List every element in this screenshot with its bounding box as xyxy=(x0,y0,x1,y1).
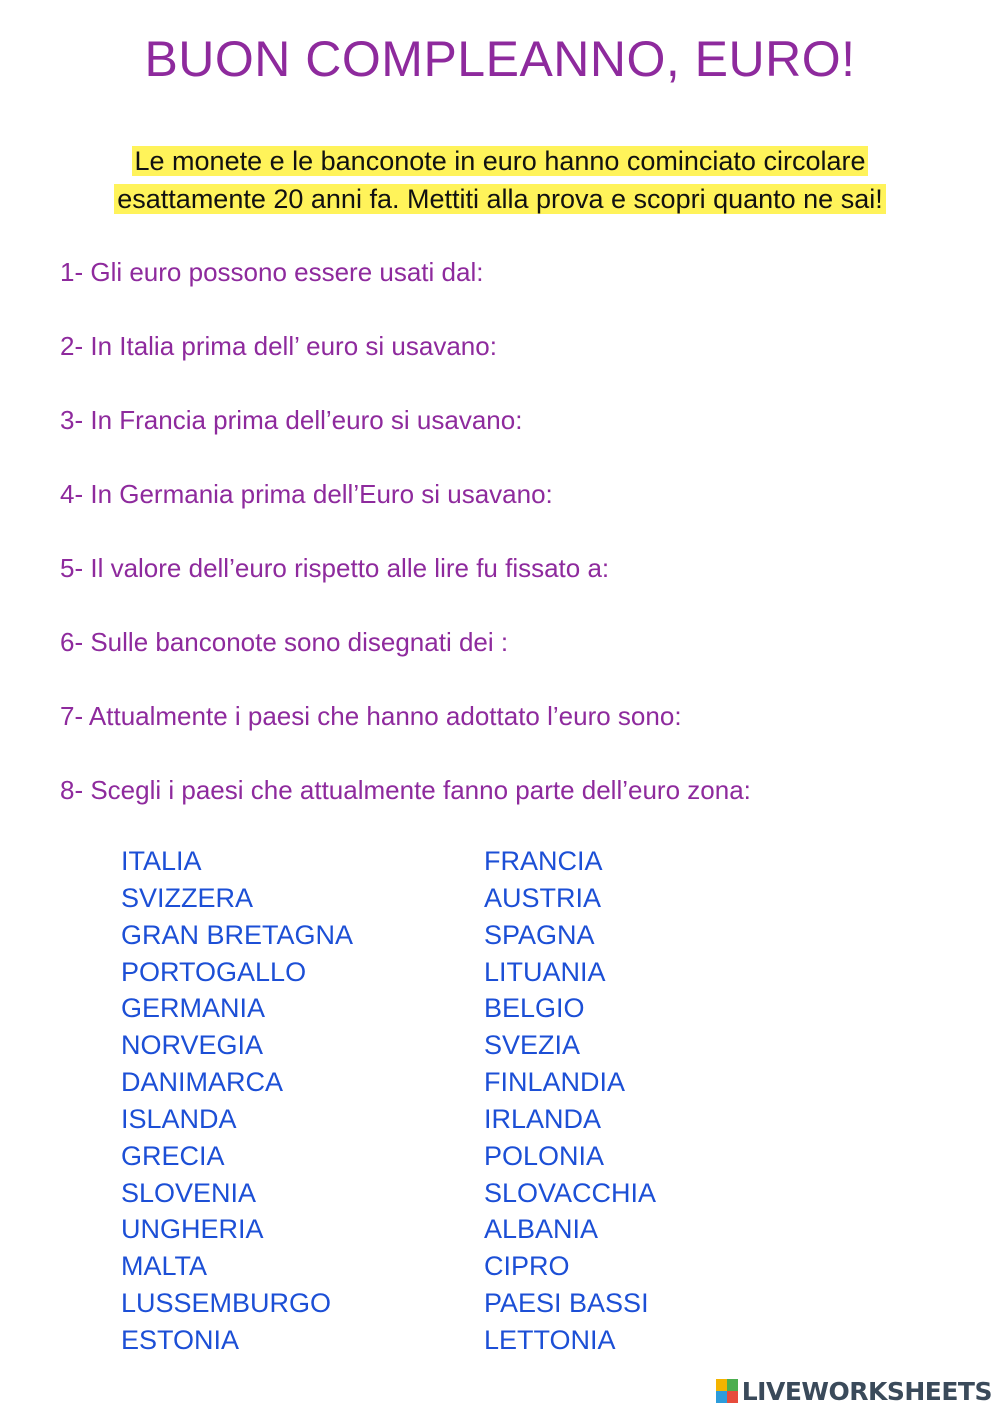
country-option[interactable]: LETTONIA xyxy=(484,1324,616,1355)
country-option[interactable]: NORVEGIA xyxy=(121,1030,264,1061)
question-7: 7- Attualmente i paesi che hanno adottato l’euro sono: xyxy=(60,701,682,731)
country-option[interactable]: PORTOGALLO xyxy=(121,956,307,987)
country-option[interactable]: SLOVACCHIA xyxy=(484,1177,657,1208)
question-3: 3- In Francia prima dell’euro si usavano: xyxy=(60,405,523,435)
country-option[interactable]: CIPRO xyxy=(484,1251,570,1282)
country-option[interactable]: LITUANIA xyxy=(484,956,606,987)
country-option[interactable]: BELGIO xyxy=(484,993,585,1024)
country-option[interactable]: SVIZZERA xyxy=(121,882,254,913)
country-option[interactable]: AUSTRIA xyxy=(484,882,602,913)
country-option[interactable]: SVEZIA xyxy=(484,1030,581,1061)
page-title: BUON COMPLEANNO, EURO! xyxy=(144,31,856,87)
country-column-left xyxy=(121,843,353,1359)
country-option[interactable]: FRANCIA xyxy=(484,846,603,876)
logo-text: LIVEWORKSHEETS xyxy=(741,1376,992,1406)
question-8: 8- Scegli i paesi che attualmente fanno parte dell’euro zona: xyxy=(60,775,751,805)
question-1: 1- Gli euro possono essere usati dal: xyxy=(60,257,484,287)
country-option[interactable]: PAESI BASSI xyxy=(484,1288,649,1319)
country-option[interactable]: ALBANIA xyxy=(484,1214,599,1245)
country-option[interactable]: DANIMARCA xyxy=(121,1067,284,1098)
question-4: 4- In Germania prima dell’Euro si usavano: xyxy=(60,479,553,509)
liveworksheets-logo xyxy=(716,1377,992,1405)
country-column-right xyxy=(484,843,656,1359)
question-5: 5- Il valore dell’euro rispetto alle lire fu fissato a: xyxy=(60,553,610,583)
intro-text xyxy=(0,142,1000,218)
country-option[interactable]: ESTONIA xyxy=(121,1324,240,1355)
intro-line-1: Le monete e le banconote in euro hanno cominciato circolare xyxy=(132,146,869,176)
question-6: 6- Sulle banconote sono disegnati dei : xyxy=(60,627,509,657)
country-option[interactable]: IRLANDA xyxy=(484,1103,602,1134)
country-option[interactable]: ISLANDA xyxy=(121,1103,237,1134)
country-option[interactable]: GRECIA xyxy=(121,1140,225,1171)
country-option[interactable]: GERMANIA xyxy=(121,993,266,1024)
country-option[interactable]: SLOVENIA xyxy=(121,1177,257,1208)
country-option[interactable]: ITALIA xyxy=(121,846,202,876)
country-option[interactable]: FINLANDIA xyxy=(484,1067,626,1098)
country-option[interactable]: MALTA xyxy=(121,1251,208,1282)
intro-line-2: esattamente 20 anni fa. Mettiti alla prova e scopri quanto ne sai! xyxy=(114,184,885,214)
country-option[interactable]: GRAN BRETAGNA xyxy=(121,919,354,950)
country-option[interactable]: UNGHERIA xyxy=(121,1214,264,1245)
question-2: 2- In Italia prima dell’ euro si usavano: xyxy=(60,331,497,361)
country-option[interactable]: SPAGNA xyxy=(484,919,595,950)
country-option[interactable]: LUSSEMBURGO xyxy=(121,1288,332,1319)
country-option[interactable]: POLONIA xyxy=(484,1140,605,1171)
liveworksheets-logo-icon xyxy=(716,1379,738,1403)
